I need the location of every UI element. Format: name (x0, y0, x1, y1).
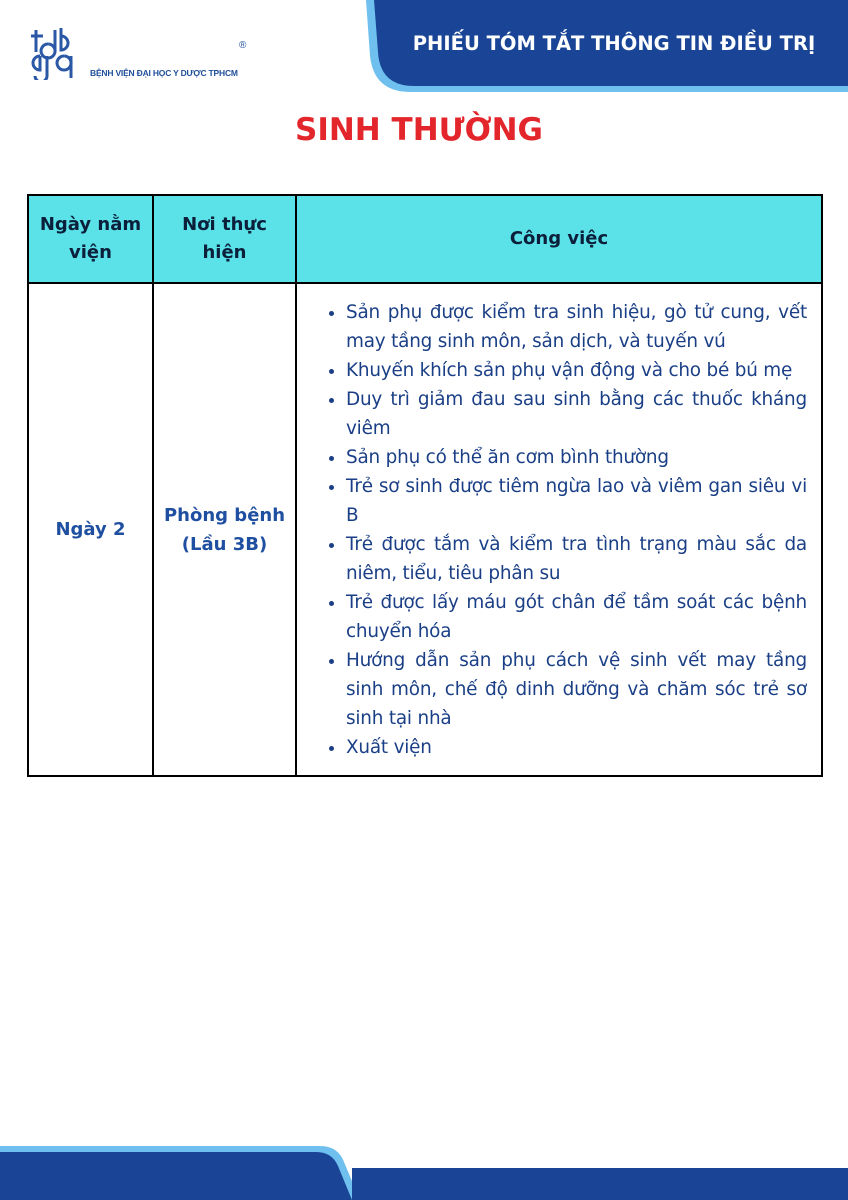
tasks-cell (296, 283, 822, 776)
column-header-day: Ngày nằm viện (28, 195, 153, 283)
task-item: • Trẻ sơ sinh được tiêm ngừa lao và viêm gan siêu vi B (346, 472, 807, 530)
page-title: SINH THƯỜNG (295, 112, 543, 148)
column-header-place: Nơi thực hiện (153, 195, 296, 283)
place-cell: Phòng bệnh (Lầu 3B) (153, 283, 296, 776)
form-title: PHIẾU TÓM TẮT THÔNG TIN ĐIỀU TRỊ (412, 31, 816, 55)
task-list (313, 298, 807, 762)
task-item: • Trẻ được lấy máu gót chân để tầm soát các bệnh chuyển hóa (346, 588, 807, 646)
treatment-table (27, 194, 823, 777)
task-item: • Sản phụ được kiểm tra sinh hiệu, gò tử cung, vết may tầng sinh môn, sản dịch, và tuyến vú (346, 298, 807, 356)
task-item: • Sản phụ có thể ăn cơm bình thường (346, 443, 807, 472)
task-item: • Hướng dẫn sản phụ cách vệ sinh vết may tầng sinh môn, chế độ dinh dưỡng và chăm sóc trẻ sơ sinh tại nhà (346, 646, 807, 733)
column-header-tasks: Công việc (296, 195, 822, 283)
task-item: • Khuyến khích sản phụ vận động và cho bé bú mẹ (346, 356, 807, 385)
task-item: • Trẻ được tắm và kiểm tra tình trạng màu sắc da niêm, tiểu, tiêu phân su (346, 530, 807, 588)
task-item: • Duy trì giảm đau sau sinh bằng các thuốc kháng viêm (346, 385, 807, 443)
table-row (28, 283, 822, 776)
task-item: • Xuất viện (346, 733, 807, 762)
day-cell: Ngày 2 (28, 283, 153, 776)
footer-ribbon (0, 1140, 848, 1200)
table-header-row (28, 195, 822, 283)
registered-mark: ® (239, 40, 247, 51)
hospital-name: BỆNH VIỆN ĐẠI HỌC Y DƯỢC TPHCM (90, 68, 238, 78)
